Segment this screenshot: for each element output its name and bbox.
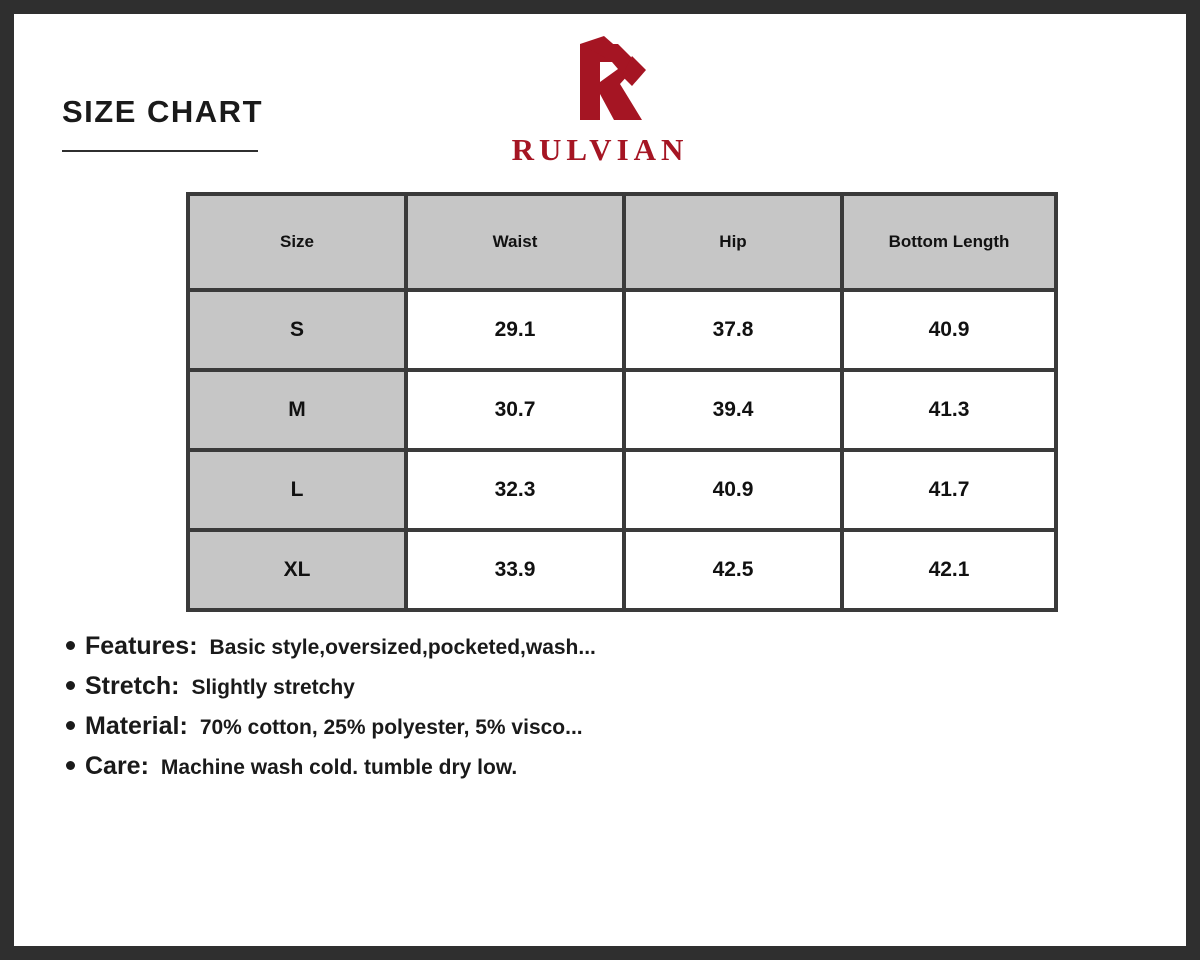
bullet-icon bbox=[66, 641, 75, 650]
list-item bbox=[66, 672, 1126, 701]
page-inner bbox=[14, 14, 1186, 946]
cell-bottom-length: 41.3 bbox=[844, 372, 1054, 448]
cell-waist: 30.7 bbox=[408, 372, 622, 448]
table-header-row bbox=[190, 196, 1054, 288]
brand-name: RULVIAN bbox=[511, 132, 689, 167]
bullet-icon bbox=[66, 721, 75, 730]
list-item bbox=[66, 712, 1126, 741]
notes-list bbox=[66, 632, 1126, 792]
brand-block bbox=[14, 36, 1186, 168]
cell-waist: 29.1 bbox=[408, 292, 622, 368]
table-row bbox=[190, 372, 1054, 448]
bullet-icon bbox=[66, 681, 75, 690]
column-header-size: Size bbox=[190, 196, 404, 288]
cell-hip: 42.5 bbox=[626, 532, 840, 608]
cell-size: M bbox=[190, 372, 404, 448]
cell-waist: 33.9 bbox=[408, 532, 622, 608]
column-header-bottom-length: Bottom Length bbox=[844, 196, 1054, 288]
cell-bottom-length: 41.7 bbox=[844, 452, 1054, 528]
table-row bbox=[190, 532, 1054, 608]
cell-hip: 37.8 bbox=[626, 292, 840, 368]
size-table bbox=[186, 192, 1058, 612]
bullet-icon bbox=[66, 761, 75, 770]
cell-hip: 39.4 bbox=[626, 372, 840, 448]
rulvian-r-logo-icon bbox=[546, 36, 654, 128]
note-label: Features: bbox=[85, 632, 198, 660]
note-label: Care: bbox=[85, 752, 149, 780]
table-row bbox=[190, 292, 1054, 368]
cell-size: L bbox=[190, 452, 404, 528]
note-value: Slightly stretchy bbox=[191, 676, 355, 699]
cell-bottom-length: 42.1 bbox=[844, 532, 1054, 608]
cell-size: S bbox=[190, 292, 404, 368]
note-label: Material: bbox=[85, 712, 188, 740]
column-header-waist: Waist bbox=[408, 196, 622, 288]
cell-size: XL bbox=[190, 532, 404, 608]
note-value: 70% cotton, 25% polyester, 5% visco... bbox=[199, 716, 583, 739]
table-row bbox=[190, 452, 1054, 528]
list-item bbox=[66, 632, 1126, 661]
page-title: SIZE CHART bbox=[62, 94, 263, 129]
list-item bbox=[66, 752, 1126, 781]
cell-hip: 40.9 bbox=[626, 452, 840, 528]
note-value: Basic style,oversized,pocketed,wash... bbox=[209, 636, 596, 659]
column-header-hip: Hip bbox=[626, 196, 840, 288]
cell-waist: 32.3 bbox=[408, 452, 622, 528]
cell-bottom-length: 40.9 bbox=[844, 292, 1054, 368]
note-label: Stretch: bbox=[85, 672, 180, 700]
size-table-wrapper bbox=[186, 192, 1038, 612]
note-value: Machine wash cold. tumble dry low. bbox=[160, 756, 518, 779]
